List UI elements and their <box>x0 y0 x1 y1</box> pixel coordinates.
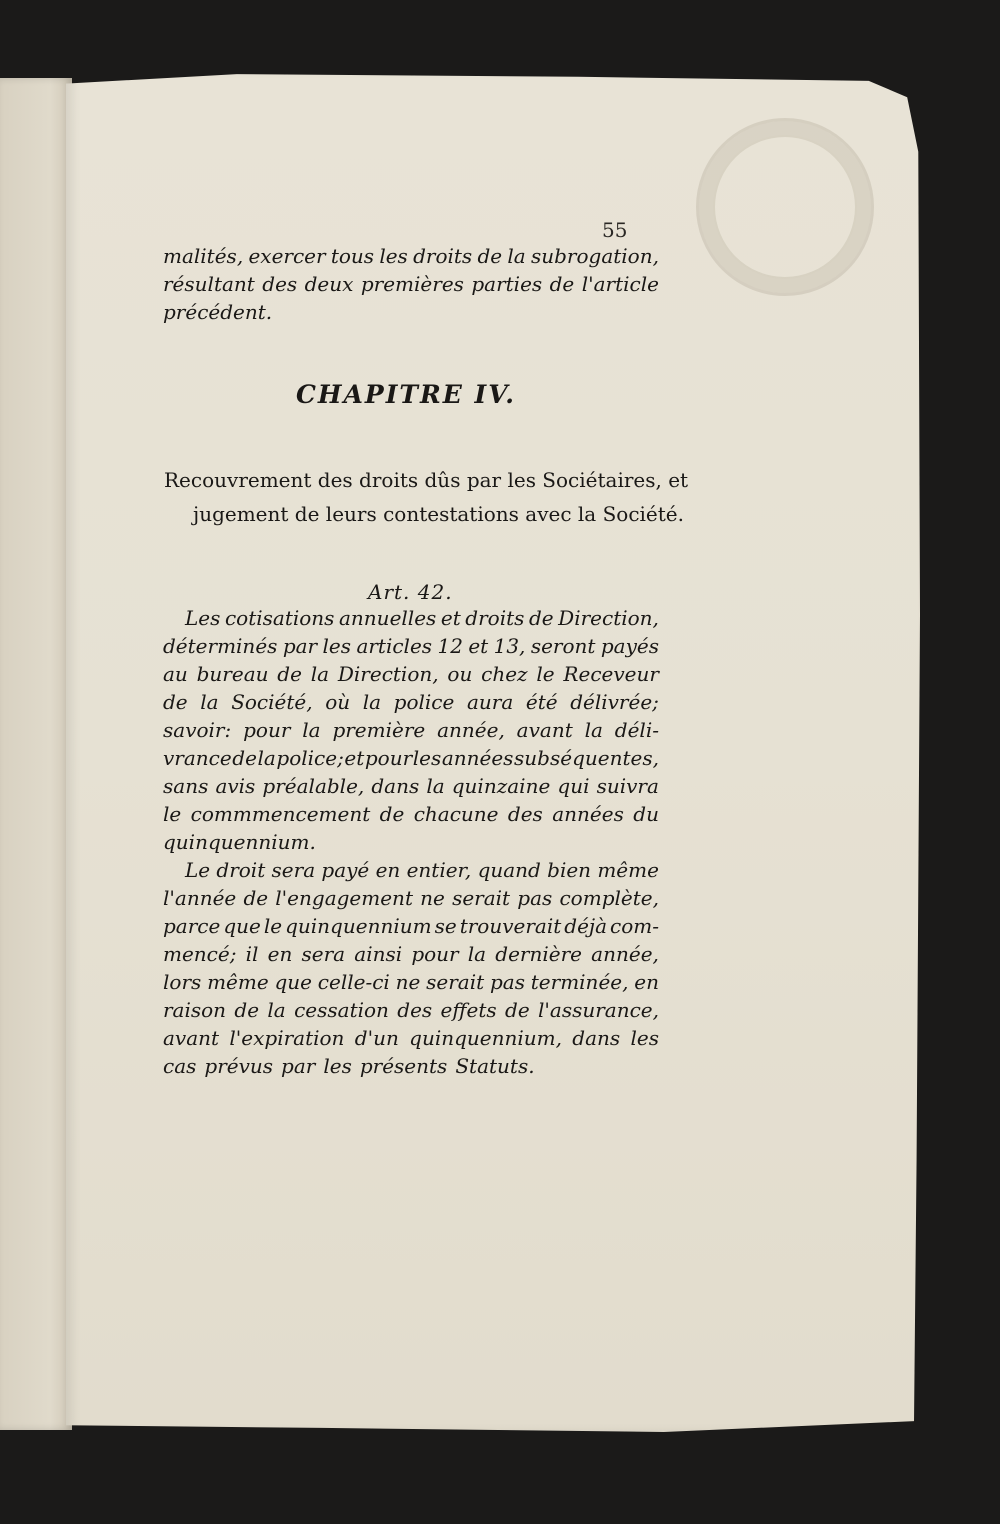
chapter-heading-line-1: Recouvrement des droits dûs par les Sociétaires, et <box>164 468 689 492</box>
facing-page-edge <box>0 78 72 1430</box>
continuation-lines-line: précédent. <box>163 300 273 324</box>
paragraph1-lines-line: le commmencement de chacune des années du <box>163 802 659 826</box>
paragraph2-lines-line: avant l'expiration d'un quinquennium, dans les <box>163 1026 659 1050</box>
chapter-title: CHAPITRE IV. <box>296 380 516 409</box>
paragraph1-lines-line: Les cotisations annuelles et droits de Direction, <box>185 606 659 630</box>
paragraph2-lines-line: mencé; il en sera ainsi pour la dernière année, <box>163 942 659 966</box>
paragraph2-lines-line: lors même que celle-ci ne serait pas terminée, en <box>163 970 659 994</box>
paragraph1-lines-line: sans avis préalable, dans la quinzaine qui suivra <box>163 774 659 798</box>
paragraph2-lines-line: cas prévus par les présents Statuts. <box>163 1054 535 1078</box>
paragraph1-lines-line: de la Société, où la police aura été délivrée; <box>163 690 659 714</box>
paragraph1-lines-line: quinquennium. <box>163 830 316 854</box>
chapter-heading-line-2: jugement de leurs contestations avec la Société. <box>193 502 684 526</box>
paragraph2-lines-line: l'année de l'engagement ne serait pas complète, <box>163 886 659 910</box>
paragraph2-lines-line: raison de la cessation des effets de l'assurance, <box>163 998 659 1022</box>
page-number: 55 <box>602 218 628 242</box>
paragraph2-lines-line: parce que le quinquennium se trouverait déjà com- <box>163 914 659 938</box>
paragraph1-lines-line: au bureau de la Direction, ou chez le Receveur <box>163 662 659 686</box>
paragraph1-lines-line: déterminés par les articles 12 et 13, seront payés <box>163 634 659 658</box>
article-title: Art. 42. <box>368 580 453 604</box>
paragraph1-lines-line: vrance de la police; et pour les années subséquentes, <box>163 746 659 770</box>
paragraph1-lines-line: savoir: pour la première année, avant la déli- <box>163 718 659 742</box>
continuation-lines-line: résultant des deux premières parties de l'article <box>163 272 659 296</box>
paragraph2-lines-line: Le droit sera payé en entier, quand bien même <box>185 858 659 882</box>
continuation-lines-line: malités, exercer tous les droits de la subrogation, <box>163 244 659 268</box>
embossed-seal-stamp <box>696 118 874 296</box>
